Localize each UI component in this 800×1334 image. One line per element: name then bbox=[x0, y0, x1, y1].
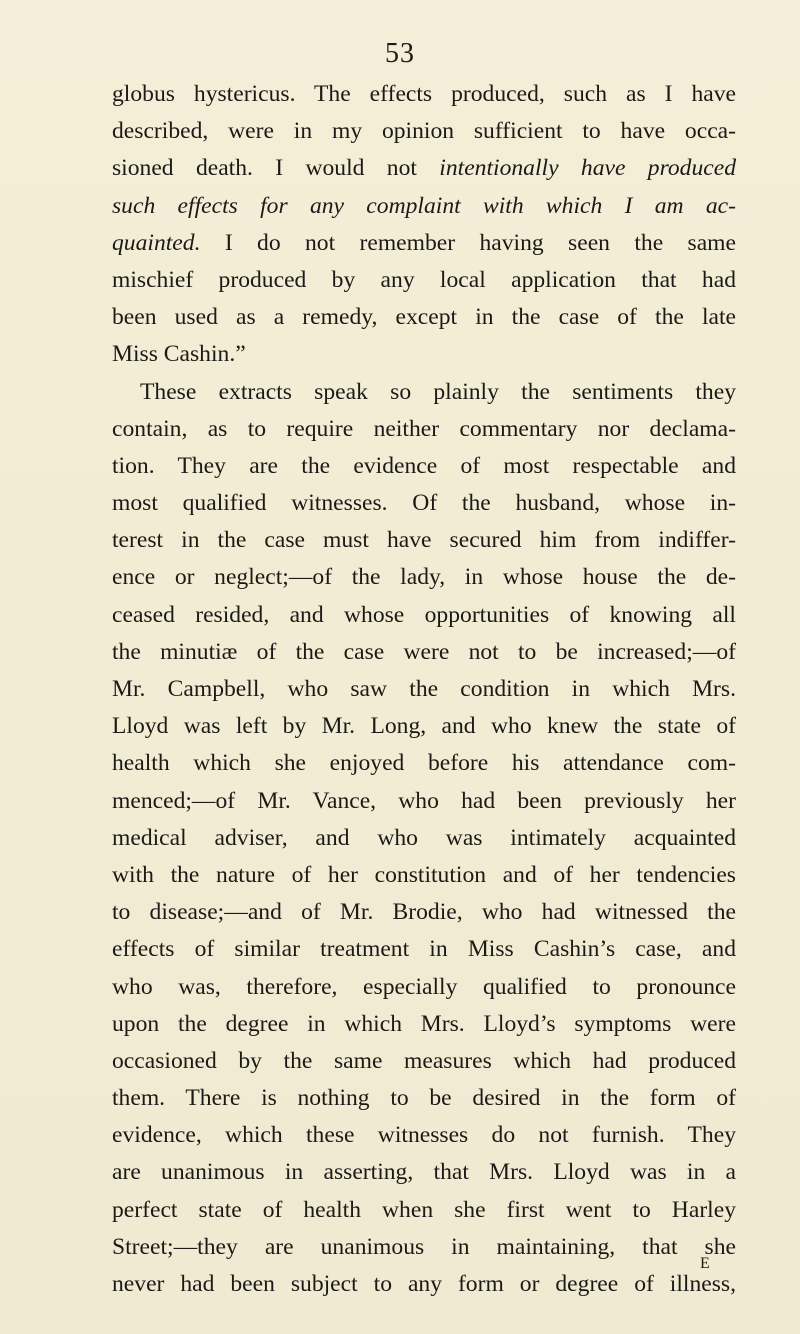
page-number: 53 bbox=[385, 38, 415, 69]
text-line-32: Street;—they are unanimous in maintaining, that she bbox=[112, 1233, 736, 1260]
text-run-italic: intentionally have produced bbox=[439, 155, 737, 182]
text-line-31: perfect state of health when she first went to Harley bbox=[112, 1196, 736, 1223]
text-line-26: upon the degree in which Mrs. Lloyd’s symptoms were bbox=[112, 1010, 736, 1037]
text-line-1: globus hystericus. The effects produced, such as I have bbox=[112, 81, 736, 107]
text-line-4 bbox=[112, 188, 736, 225]
signature-mark: E bbox=[700, 1255, 711, 1272]
text-line-13: terest in the case must have secured him from indiffer- bbox=[112, 527, 736, 554]
text-line-28: them. There is nothing to be desired in the form of bbox=[112, 1085, 736, 1112]
body-text bbox=[112, 76, 736, 1303]
text-run-italic: quainted. bbox=[112, 229, 201, 256]
text-line-3 bbox=[112, 150, 736, 187]
text-line-8: Miss Cashin.” bbox=[112, 341, 246, 368]
text-line-33: never had been subject to any form or degree of illness, bbox=[112, 1271, 736, 1297]
text-line-6: mischief produced by any local application that had bbox=[112, 266, 736, 293]
text-line-10: contain, as to require neither commentary nor declama- bbox=[112, 415, 736, 442]
text-line-17: Mr. Campbell, who saw the condition in which Mrs. bbox=[112, 676, 736, 702]
text-line-21: medical adviser, and who was intimately acquainted bbox=[112, 824, 736, 851]
text-line-16: the minutiæ of the case were not to be increased;—of bbox=[112, 638, 736, 665]
text-line-18: Lloyd was left by Mr. Long, and who knew the state of bbox=[112, 713, 736, 740]
text-line-27: occasioned by the same measures which had produced bbox=[112, 1047, 736, 1074]
text-line-29: evidence, which these witnesses do not furnish. They bbox=[112, 1122, 736, 1149]
text-line-25: who was, therefore, especially qualified to pronounce bbox=[112, 973, 736, 1000]
text-line-22: with the nature of her constitution and of her tendencies bbox=[112, 861, 736, 888]
text-run-roman: I do not remember having seen the same bbox=[200, 229, 736, 256]
text-line-30: are unanimous in asserting, that Mrs. Lloyd was in a bbox=[112, 1159, 736, 1186]
text-line-14: ence or neglect;—of the lady, in whose house the de- bbox=[112, 564, 736, 591]
text-line-2: described, were in my opinion sufficient to have occa- bbox=[112, 118, 736, 145]
text-line-9: These extracts speak so plainly the sentiments they bbox=[140, 378, 736, 405]
text-line-19: health which she enjoyed before his attendance com- bbox=[112, 750, 736, 777]
text-line-15: ceased resided, and whose opportunities of knowing all bbox=[112, 601, 736, 628]
text-run-roman: sioned death. I would not bbox=[112, 155, 440, 182]
text-run-italic: such effects for any complaint with which I am ac- bbox=[112, 192, 736, 219]
text-line-5 bbox=[112, 225, 736, 262]
text-line-20: menced;—of Mr. Vance, who had been previously her bbox=[112, 787, 736, 814]
text-line-23: to disease;—and of Mr. Brodie, who had witnessed the bbox=[112, 899, 736, 926]
text-line-24: effects of similar treatment in Miss Cashin’s case, and bbox=[112, 936, 736, 963]
text-line-12: most qualified witnesses. Of the husband, whose in- bbox=[112, 490, 736, 517]
text-line-11: tion. They are the evidence of most respectable and bbox=[112, 452, 736, 479]
text-line-7: been used as a remedy, except in the case of the late bbox=[112, 304, 736, 331]
